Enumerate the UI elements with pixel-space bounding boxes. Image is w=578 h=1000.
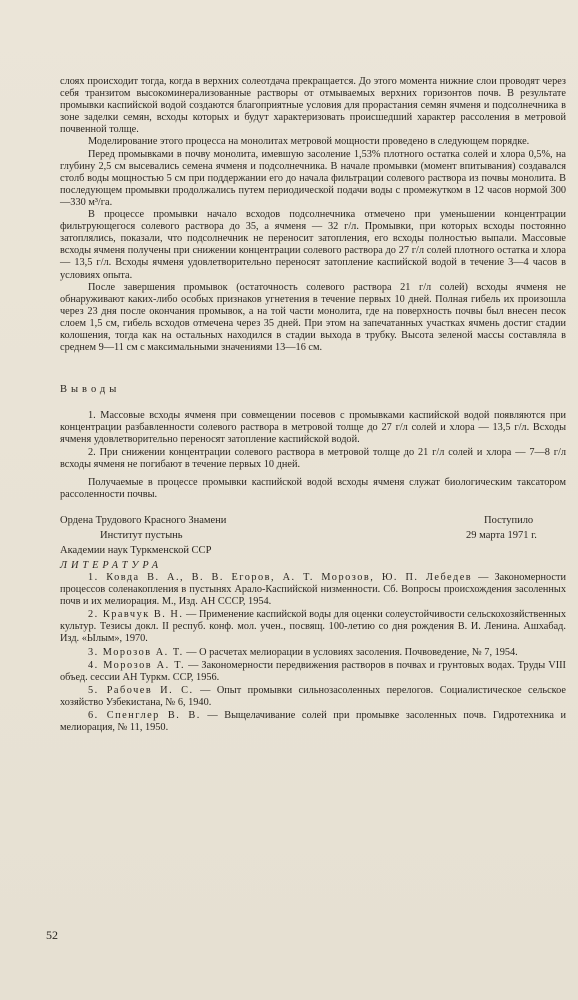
conclusion-item: 1. Массовые всходы ячменя при совмещении посевов с промывками каспийской водой появляются при концентрации разбавленности солевого раствора в метровой толще до 27 г/л солей и хлора — 13,5 г/л. Всходы ячменя удовлетворительно переносят затопление каспийской водой. [60,410,566,446]
references-heading: ЛИТЕРАТУРА [60,559,163,571]
paragraph: слоях происходит тогда, когда в верхних солеотдача прекращается. До этого момента нижние слои проводят через себя транзитом высокоминерализованные растворы от отмываемых верхних горизонтов почв. В результате промывки каспийской водой создаются благоприятные условия для прорастания семян ячменя и подсолнечника в зоне заделки семян, всходы которых и будут характеризовать происшедший характер рассоления в метровой почвенной толще. [60,76,566,136]
affiliation-line: Ордена Трудового Красного Знамени [60,514,227,526]
reference-text: — Закономерности процессов соленакопления в пустынях Арало-Каспийской низменности. Сб. Вопросы происхождения засоленных почв и их мелиорация. М., Изд. АН СССР, 1954. [60,572,566,608]
reference-item [60,660,566,684]
conclusions-heading: Выводы [60,384,121,396]
reference-item [60,609,566,645]
conclusion-item: Получаемые в процессе промывки каспийской водой всходы ячменя служат биологическим таксатором рассоленности почвы. [60,476,566,500]
paragraph: После завершения промывок (остаточность солевого раствора 21 г/л солей) всходы ячменя не обнаруживают каких-либо особых признаков угнетения в течение первых 10 дней. Полная гибель их произошла через 23 дня после окончания промывок, а на той части монолита, где на поверхность почвы был внесен песок слоем 1,5 см, гибель всходов отмечена через 35 дней. При этом на запечатанных участках ячмень достиг стадии колошения, тогда как на остальных находился в стадии выхода в трубку. Высота зеленой массы составляла в среднем 9—11 см с максимальными значениями 13—16 см. [60,281,566,354]
paragraph: Перед промывками в почву монолита, имевшую засоление 1,53% плотного остатка солей и хлора 0,5%, на глубину 2,5 см высевались семена ячменя и подсолнечника. В начале промывки (момент впитывания) создавался столб воды мощностью 5 см при поддержании его до начала фильтрации солевого раствора из почвы монолита. В последующем промывки продолжались путем периодической подачи воды с промежутком в 12 часов нормой 300—330 м³/га. [60,148,566,208]
reference-item [60,647,566,659]
article-body [60,76,566,735]
reference-author: 3. Морозов А. Т. [88,646,184,658]
references-list [60,572,566,734]
affiliation-block [60,515,566,560]
reference-item [60,710,566,734]
affiliation-line: Институт пустынь [100,529,183,541]
reference-author: 6. Спенглер В. В. [88,710,201,722]
page-number: 52 [46,928,58,942]
reference-text: — Опыт промывки сильнозасоленных перелогов. Социалистическое сельское хозяйство Узбекистана, № 6, 1940. [60,684,566,708]
reference-text: — Выщелачивание солей при промывке засоленных почв. Гидротехника и мелиорация, № 11, 1950. [60,710,566,734]
conclusions-list [60,410,566,501]
paragraph: Моделирование этого процесса на монолитах метровой мощности проведено в следующем порядке. [88,136,530,148]
reference-author: 1. Ковда В. А., В. В. Егоров, А. Т. Морозов, Ю. П. Лебедев [88,572,473,583]
reference-item [60,685,566,709]
received-label: Поступило [484,514,534,526]
reference-text: — Применение каспийской воды для оценки солеустойчивости сельскохозяйственных культур. Тезисы докл. II респуб. конф. мол. учен., посвящ. 100-летию со дня рождения В. И. Ленина. Ашхабад. Изд. «Ылым», 1970. [60,609,566,645]
reference-text: — Закономерности передвижения растворов в почвах и грунтовых водах. Труды VIII объед. сессии АН Туркм. ССР, 1956. [60,659,566,683]
received-date: 29 марта 1971 г. [466,529,537,541]
affiliation-line: Академии наук Туркменской ССР [60,544,212,556]
reference-text: — О расчетах мелиорации в условиях засоления. Почвоведение, № 7, 1954. [183,646,518,658]
conclusion-item: 2. При снижении концентрации солевого раствора в метровой толще до 21 г/л солей и хлора — 7—8 г/л всходы ячменя не погибают в течение первых 10 дней. [60,446,566,470]
paragraph: В процессе промывки начало всходов подсолнечника отмечено при уменьшении концентрации фильтрующегося солевого раствора до 35, а ячменя — 32 г/л. Промывки, при которых всходы постоянно затоплялись, показали, что подсолнечник не переносит затопления, его всходы полностью выпали. Массовые всходы ячменя получены при снижении концентрации солевого раствора до 27 г/л солей плотного остатка и хлора — 13,5 г/л. Всходы ячменя удовлетворительно переносят затопление каспийской водой в течение 3—4 часов в условиях опыта. [60,209,566,281]
reference-author: 4. Морозов А. Т. [88,659,186,671]
reference-author: 2. Кравчук В. Н. [88,609,184,621]
reference-item [60,572,566,608]
reference-author: 5. Рабочев И. С. [88,684,194,696]
